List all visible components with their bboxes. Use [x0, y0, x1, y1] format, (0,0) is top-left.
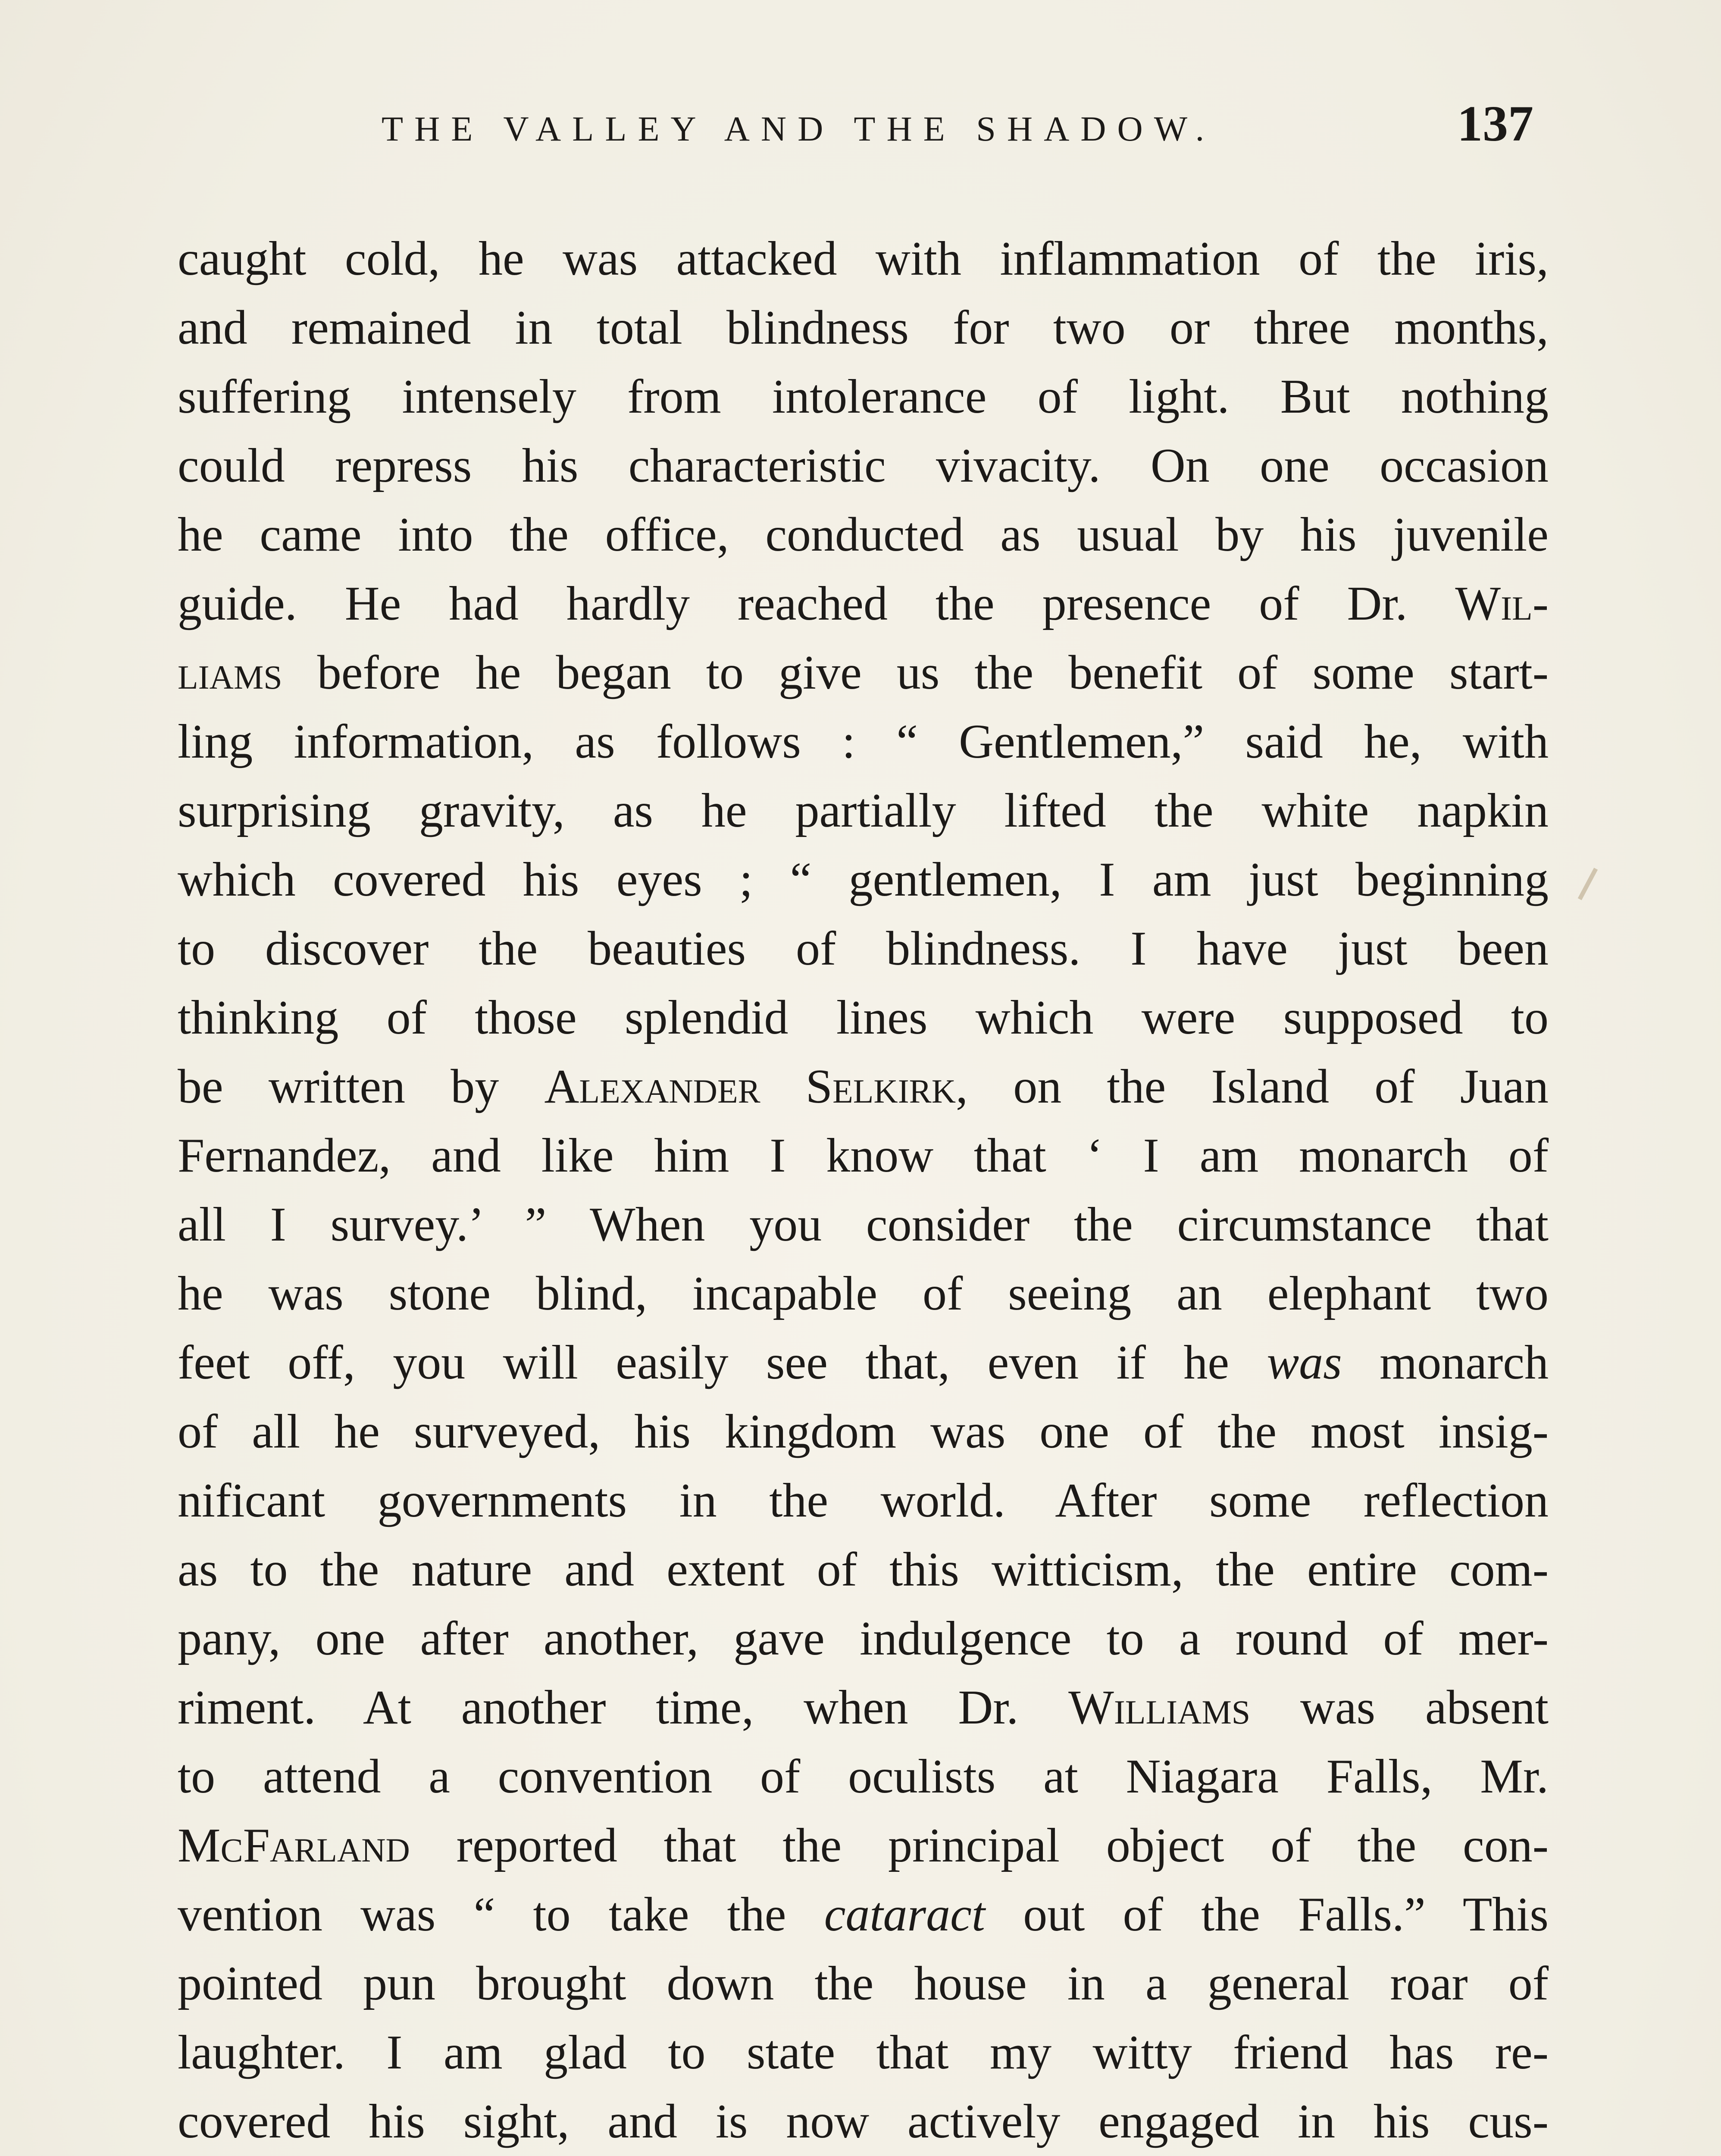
text-run: monarch	[1342, 1336, 1549, 1389]
text-line	[178, 1880, 1549, 1949]
text-run: , on the Island of Juan	[956, 1060, 1549, 1113]
text-line: suffering intensely from intolerance of light. But nothing	[178, 370, 1549, 423]
text-run: riment. At another time, when Dr.	[178, 1681, 1069, 1734]
text-line: caught cold, he was attacked with inflammation of the iris,	[178, 232, 1549, 285]
page-number: 137	[1457, 95, 1533, 152]
italic-word: was	[1267, 1336, 1342, 1389]
text-line: laughter. I am glad to state that my witty friend has re-	[178, 2026, 1549, 2079]
text-run: be written by	[178, 1060, 544, 1113]
text-run: feet off, you will easily see that, even if he	[178, 1336, 1267, 1389]
running-title: THE VALLEY AND THE SHADOW.	[382, 109, 1216, 148]
small-caps-name: Williams	[1068, 1681, 1251, 1734]
text-line: which covered his eyes ; “ gentlemen, I am just beginning	[178, 853, 1549, 906]
text-run: vention was “ to take the	[178, 1888, 824, 1941]
text-line: covered his sight, and is now actively engaged in his cus-	[178, 2095, 1549, 2148]
small-caps-name: liams	[178, 646, 282, 699]
text-line: pointed pun brought down the house in a general roar of	[178, 1957, 1549, 2010]
italic-word: cataract	[824, 1888, 985, 1941]
text-line	[178, 1328, 1549, 1397]
text-line	[178, 569, 1549, 638]
text-line: he came into the office, conducted as usual by his juvenile	[178, 508, 1549, 561]
small-caps-name: Alexander Selkirk	[544, 1060, 956, 1113]
margin-pencil-mark	[1578, 868, 1598, 900]
text-run: out of the Falls.” This	[985, 1888, 1549, 1941]
text-line	[178, 1811, 1549, 1880]
text-line: Fernandez, and like him I know that ‘ I am monarch of	[178, 1129, 1549, 1182]
text-line	[178, 638, 1549, 707]
text-line: of all he surveyed, his kingdom was one of the most insig-	[178, 1405, 1549, 1458]
text-run: reported that the principal object of the con-	[410, 1819, 1549, 1872]
text-line	[178, 1052, 1549, 1121]
text-line: he was stone blind, incapable of seeing an elephant two	[178, 1267, 1549, 1320]
text-line: as to the nature and extent of this witticism, the entire com-	[178, 1543, 1549, 1596]
text-line: ling information, as follows : “ Gentlemen,” said he, with	[178, 715, 1549, 768]
text-line: surprising gravity, as he partially lifted the white napkin	[178, 784, 1549, 837]
text-run: before he began to give us the benefit of some start-	[282, 646, 1549, 699]
text-run: guide. He had hardly reached the presence of Dr.	[178, 577, 1455, 630]
text-line	[178, 1673, 1549, 1742]
text-line: thinking of those splendid lines which were supposed to	[178, 991, 1549, 1044]
small-caps-name: Wil-	[1455, 577, 1549, 630]
text-line: pany, one after another, gave indulgence to a round of mer-	[178, 1612, 1549, 1665]
small-caps-name: McFarland	[178, 1819, 410, 1872]
running-head	[0, 95, 1721, 159]
text-line: to attend a convention of oculists at Niagara Falls, Mr.	[178, 1750, 1549, 1803]
body-text	[178, 224, 1549, 2156]
text-line: and remained in total blindness for two or three months,	[178, 301, 1549, 354]
text-run: was absent	[1250, 1681, 1549, 1734]
text-line: to discover the beauties of blindness. I have just been	[178, 922, 1549, 975]
text-line: nificant governments in the world. After some reflection	[178, 1474, 1549, 1527]
text-line: all I survey.’ ” When you consider the circumstance that	[178, 1198, 1549, 1251]
text-line: could repress his characteristic vivacity. On one occasion	[178, 439, 1549, 492]
